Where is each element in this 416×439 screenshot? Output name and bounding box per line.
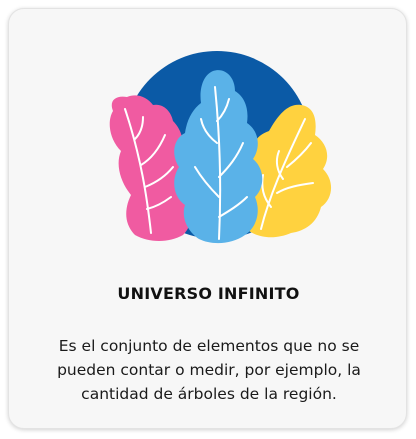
- card-description: Es el conjunto de elementos que no se pueden contar o medir, por ejemplo, la cantidad de árboles de la región.: [57, 337, 361, 403]
- leaves-on-circle-icon: [101, 47, 337, 245]
- card-title: UNIVERSO INFINITO: [117, 284, 300, 303]
- info-card: [8, 8, 407, 429]
